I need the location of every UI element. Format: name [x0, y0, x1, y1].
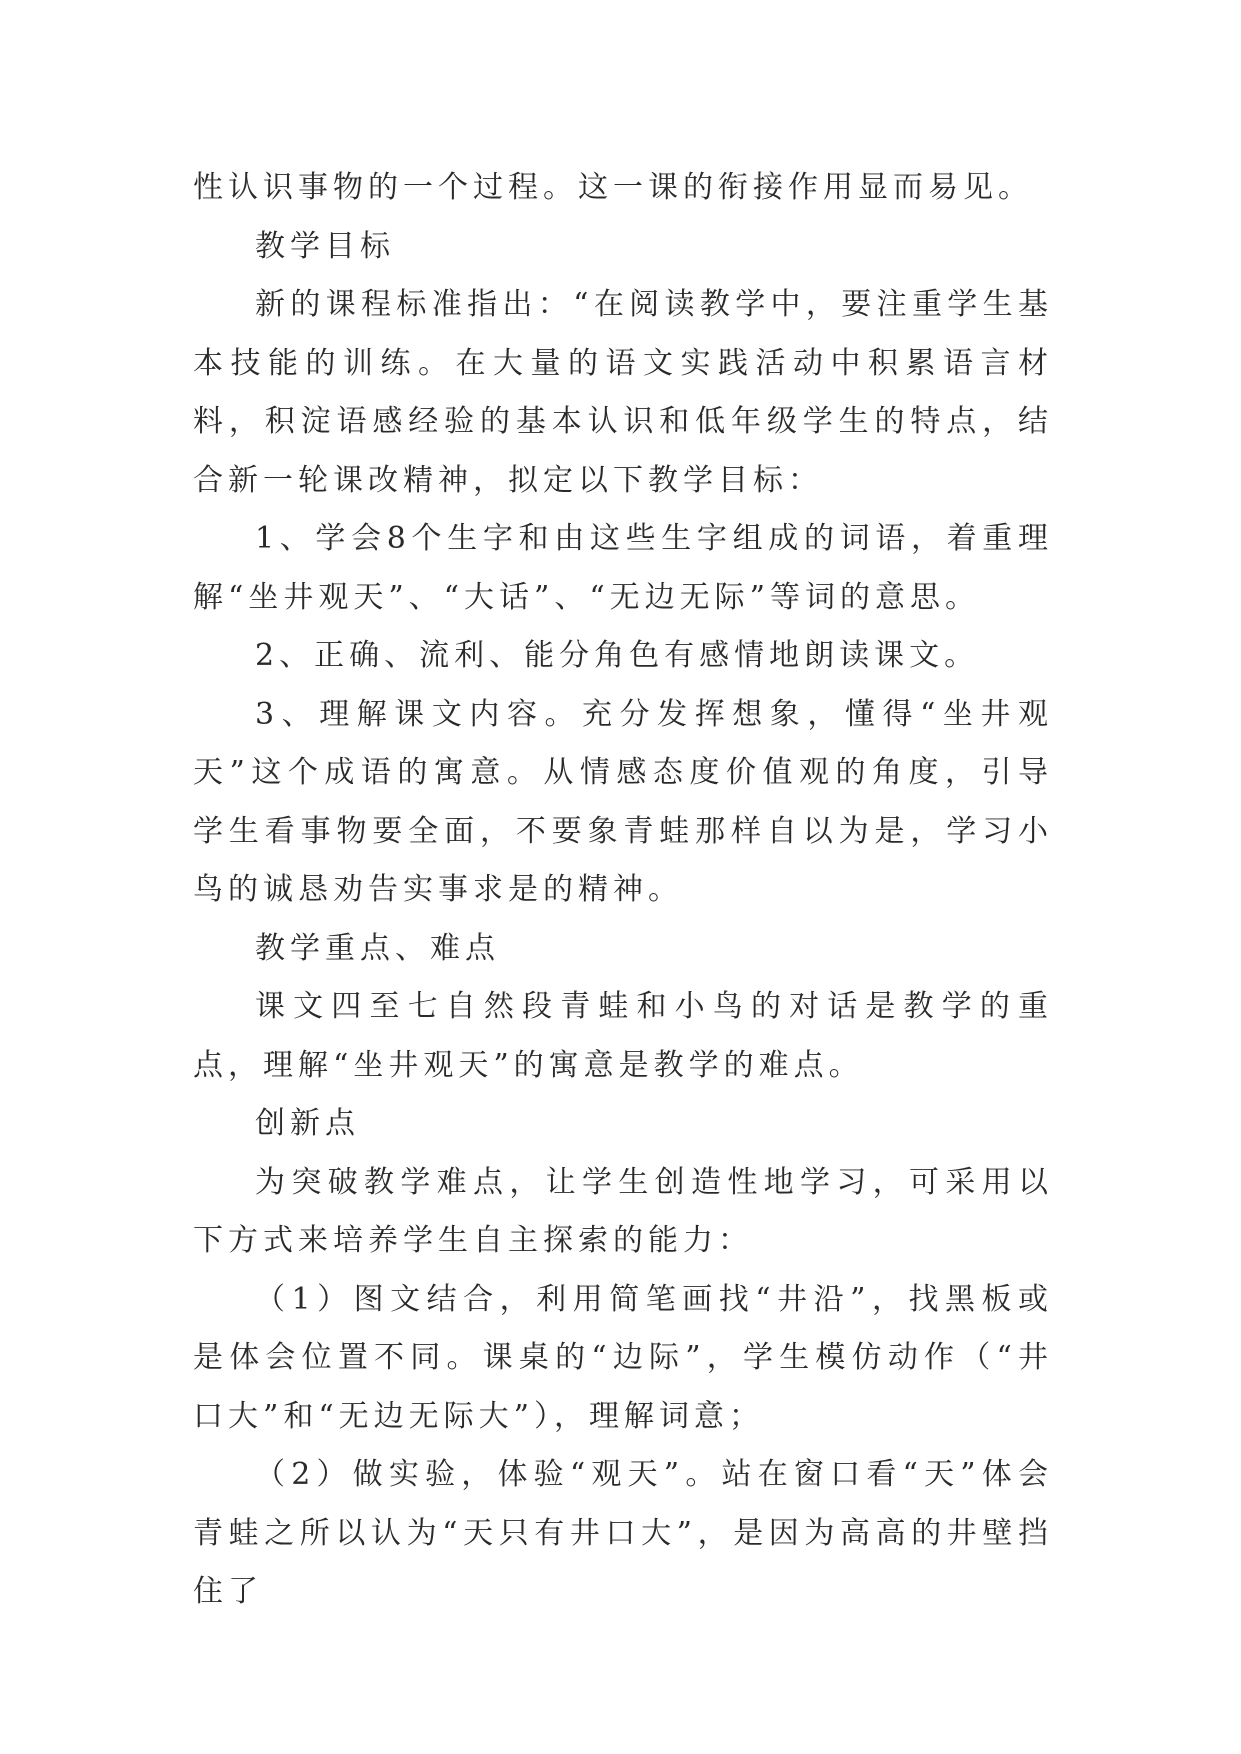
- paragraph-continuation: 性认识事物的一个过程。这一课的衔接作用显而易见。: [193, 170, 1033, 205]
- paragraph-method-1: （1）图文结合，利用简笔画找“井沿”，找黑板或是体会位置不同。课桌的“边际”，学生模仿动作（“井口大”和“无边无际大”），理解词意；: [193, 1281, 1053, 1434]
- paragraph-key-points: 课文四至七自然段青蛙和小鸟的对话是教学的重点，理解“坐井观天”的寓意是教学的难点。: [193, 989, 1053, 1083]
- section-heading-innovation: 创新点: [255, 1106, 360, 1141]
- paragraph-innovation-intro: 为突破教学难点，让学生创造性地学习，可采用以下方式来培养学生自主探索的能力：: [193, 1164, 1053, 1258]
- paragraph-method-2: （2）做实验，体验“观天”。站在窗口看“天”体会青蛙之所以认为“天只有井口大”，是因为高高的井壁挡住了: [193, 1457, 1053, 1609]
- section-heading-key-points: 教学重点、难点: [255, 930, 500, 966]
- paragraph-goal-2: 2、正确、流利、能分角色有感情地朗读课文。: [255, 638, 980, 673]
- document-body: [193, 159, 1053, 1622]
- paragraph-goal-3: 3、理解课文内容。充分发挥想象，懂得“坐井观天”这个成语的寓意。从情感态度价值观的角度，引导学生看事物要全面，不要象青蛙那样自以为是，学习小鸟的诚恳劝告实事求是的精神。: [193, 696, 1053, 907]
- paragraph-curriculum-standard: 新的课程标准指出：“在阅读教学中，要注重学生基本技能的训练。在大量的语文实践活动中积累语言材料，积淀语感经验的基本认识和低年级学生的特点，结合新一轮课改精神，拟定以下教学目标：: [193, 287, 1053, 498]
- paragraph-goal-1: 1、学会8个生字和由这些生字组成的词语，着重理解“坐井观天”、“大话”、“无边无际”等词的意思。: [193, 521, 1053, 615]
- section-heading-teaching-goals: 教学目标: [255, 228, 395, 264]
